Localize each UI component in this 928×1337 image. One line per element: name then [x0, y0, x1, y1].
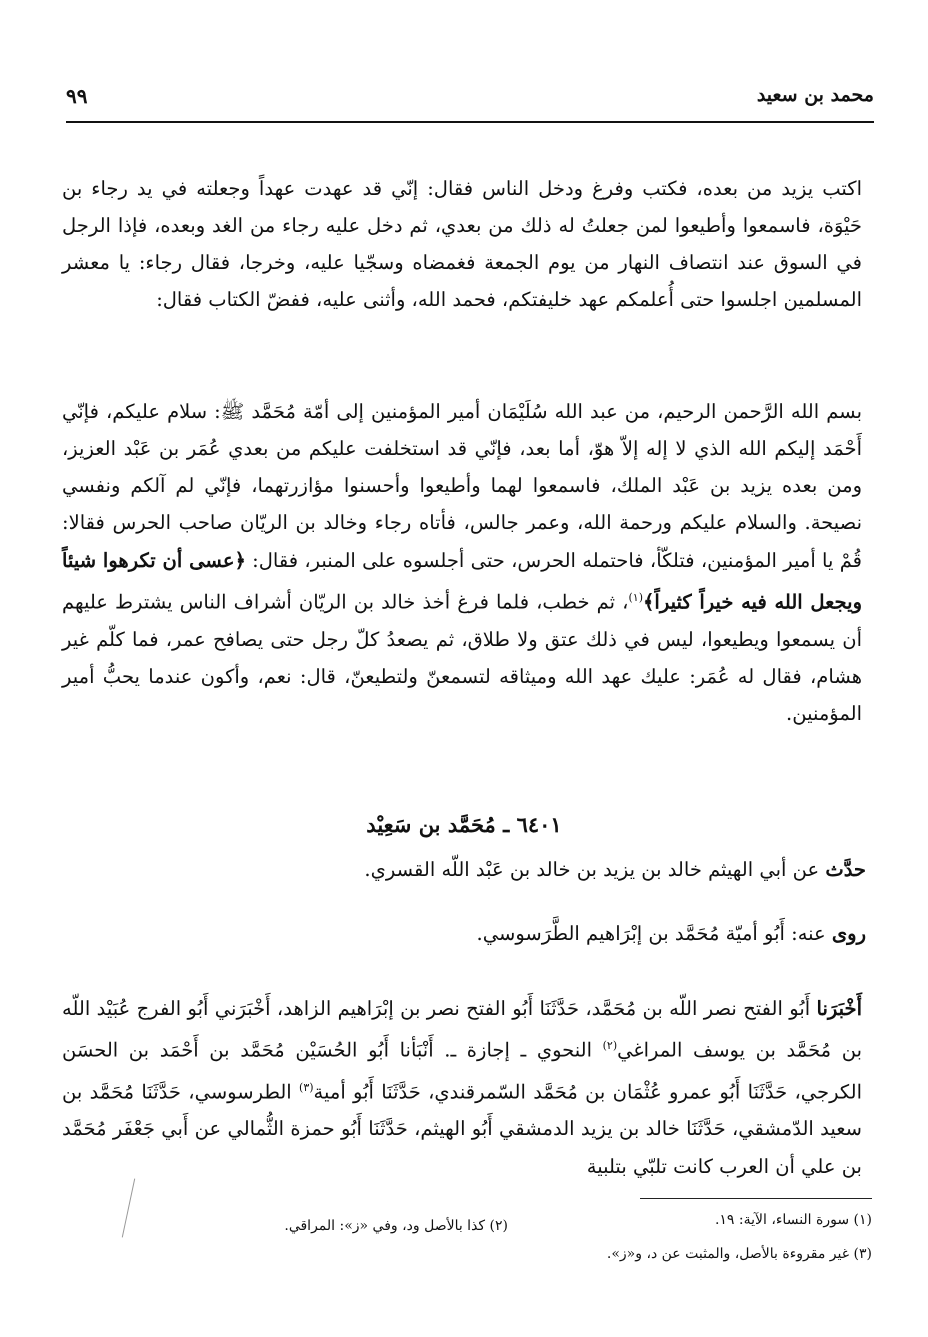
- running-head: [66, 84, 874, 114]
- footnote-rule: [640, 1198, 872, 1199]
- header-rule: [66, 121, 874, 123]
- footnote-ref-3: (٣): [299, 1080, 314, 1094]
- isnad-text-3: الطرسوسي، حَدَّثَنَا مُحَمَّد بن سعيد الدّمشقي، حَدَّثَنَا خالد بن يزيد الدمشقي أَبُو الهيثم، حَدَّثَنَا أَبُو حمزة الثُّمالي عن أَبي جَعْفَر مُحَمَّد بن علي أن العرب كانت تلبّي بتلبية: [62, 1080, 862, 1178]
- paragraph-1: اكتب يزيد من بعده، فكتب وفرغ ودخل الناس فقال: إنّي قد عهدت عهداً وجعلته في يد رجاء بن حَيْوَة، فاسمعوا وأطيعوا لمن جعلتُ له ذلك من بعدي، ثم دخل عليه رجاء من الغد وبعده، فإذا الرجل في السوق عند انتصاف النهار من يوم الجمعة فغمضاه وسجّيا عليه، وخرجا، فقال رجاء: يا معشر المسلمين اجلسوا حتى أُعلمكم عهد خليفتكم، فحمد الله، وأثنى عليه، ففضّ الكتاب فقال:: [62, 176, 862, 312]
- hadath-keyword: حدَّث: [825, 858, 866, 881]
- entry-heading: ٦٤٠١ ـ مُحَمَّد بن سَعِيْد: [366, 812, 562, 837]
- isnad-text-1: أَبُو الفتح نصر اللّه بن مُحَمَّد، حَدَّثَنَا أَبُو الفتح نصر بن إبْرَاهيم الزاهد، أَخْبَرَني أَبُو الفرج عُبَيْد اللّه بن مُحَمَّد بن يوسف المراغي: [62, 996, 862, 1062]
- scan-edge-mark: [122, 1179, 135, 1238]
- rawa-keyword: روى: [831, 922, 866, 945]
- footnote-ref-2: (٢): [602, 1038, 618, 1052]
- footnote-2: (٢) كذا بالأصل ود، وفي «ز»: المراقي.: [284, 1218, 508, 1234]
- isnad-paragraph: [62, 990, 862, 1185]
- page-number: ٩٩: [66, 84, 88, 108]
- footnote-1: (١) سورة النساء، الآية: ١٩.: [714, 1212, 872, 1228]
- footnote-3: (٣) غير مقروءة بالأصل، والمثبت عن د، و«ز».: [606, 1246, 872, 1262]
- rawa-text: عنه: أَبُو أميّة مُحَمَّد بن إبْرَاهيم الطَّرَسوسي.: [476, 922, 832, 945]
- hadath-text: عن أبي الهيثم خالد بن يزيد بن خالد بن عَبْد اللّه القسري.: [364, 858, 826, 881]
- isnad-text-2: النحوي ـ إجازة ـ. أَنْبَأنا أَبُو الحُسَيْن مُحَمَّد بن أَحْمَد بن الحسَن الكرجي، حَدَّثَنَا أَبُو عمرو عُثْمَان بن مُحَمَّد السّمرقندي، حَدَّثَنَا أَبُو أمية: [62, 1038, 862, 1104]
- letter-paragraph: [62, 393, 862, 733]
- running-head-title: محمد بن سعيد: [756, 84, 874, 106]
- hadath-line: [364, 858, 866, 881]
- quran-quote: ﴿عسى أن تكرهوا شيئاً ويجعل الله فيه خيراً كثيراً﴾: [62, 548, 862, 614]
- rawa-line: [477, 922, 866, 945]
- footnote-ref-1: (١): [628, 590, 643, 604]
- letter-text-1: بسم الله الرَّحمن الرحيم، من عبد الله سُلَيْمَان أمير المؤمنين إلى أمّة مُحَمَّد ﷺ: سلام عليكم، فإنّي أَحْمَد إليكم الله الذي لا إله إلاّ هوّ، أما بعد، فإنّي قد استخلفت عليكم من بعدي عُمَر بن عَبْد العزيز، ومن بعده يزيد بن عَبْد الملك، فاسمعوا لهما وأطيعوا وأحسنوا مؤازرتهما، فإنّي لم آلكم ونفسي نصيحة. والسلام عليكم ورحمة الله، وعمر جالس، فأتاه رجاء وخالد بن الريّان صاحب الحرس فقالا: قُمْ يا أمير المؤمنين، فتلكّأ، فاحتمله الحرس، حتى أجلسوه على المنبر، فقال:: [62, 399, 863, 572]
- letter-text-2: ، ثم خطب، فلما فرغ أخذ خالد بن الريّان أشراف الناس يشترط عليهم أن يسمعوا ويطيعوا، ليس في ذلك عتق ولا طلاق، ثم يصعدُ كلّ رجل حتى يصافح عمر، فما كلّم غير هشام، فقال له عُمَر: عليك عهد الله وميثاقه لتسمعنّ ولتطيعنّ، قال: نعم، وأكون عندما يحبُّ أمير المؤمنين.: [62, 590, 862, 726]
- akhbarana-keyword: أَخْبَرَنا: [816, 996, 862, 1020]
